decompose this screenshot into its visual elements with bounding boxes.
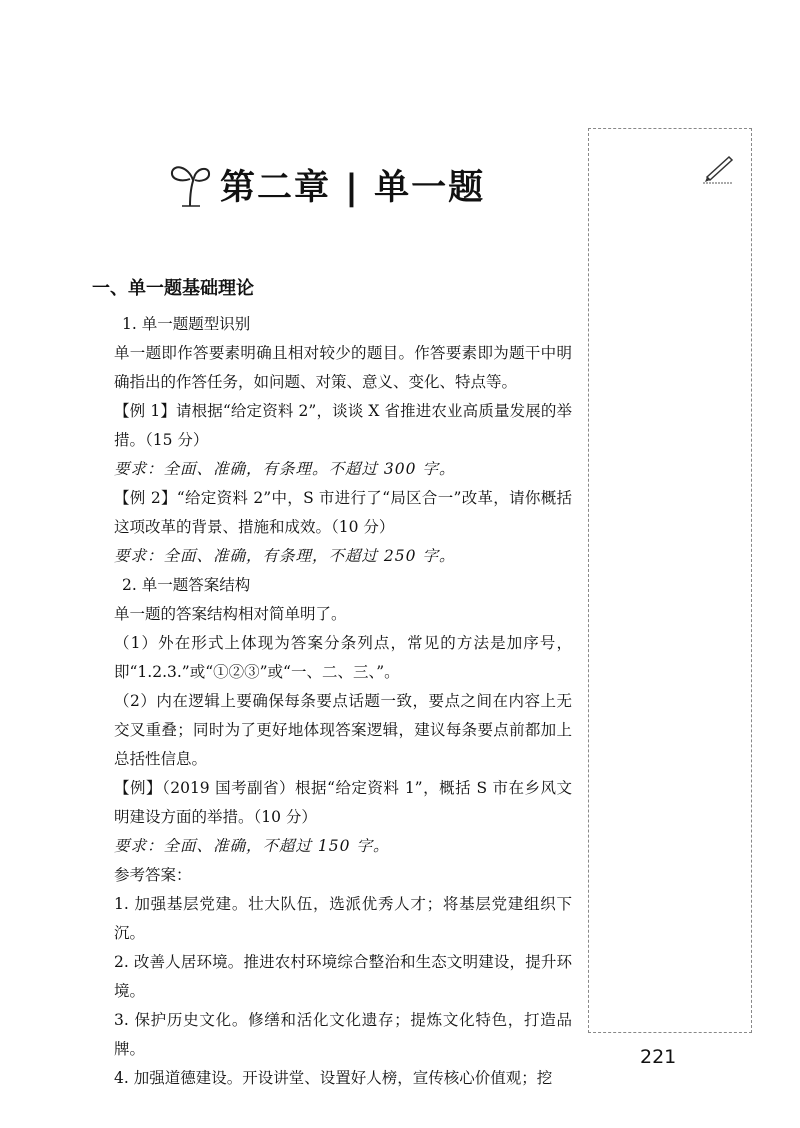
pencil-icon	[699, 151, 737, 185]
example-3-requirement: 要求：全面、准确，不超过 150 字。	[114, 837, 390, 855]
page-number: 221	[640, 1046, 677, 1068]
answer-item-2: 2. 改善人居环境。推进农村环境综合整治和生态文明建设，提升环境。	[114, 953, 572, 1000]
section-heading: 一、单一题基础理论	[92, 278, 254, 299]
subheading-question-type: 1. 单一题题型识别	[122, 315, 251, 333]
example-3: 【例】（2019 国考副省）根据“给定资料 1”，概括 S 市在乡风文明建设方面的举措。（10 分）	[114, 779, 572, 826]
paragraph-definition: 单一题即作答要素明确且相对较少的题目。作答要素即为题干中明确指出的作答任务，如问题、对策、意义、变化、特点等。	[114, 344, 572, 391]
answer-item-4: 4. 加强道德建设。开设讲堂、设置好人榜，宣传核心价值观；挖	[114, 1069, 553, 1087]
answer-item-1: 1. 加强基层党建。壮大队伍，选派优秀人才；将基层党建组织下沉。	[114, 895, 572, 942]
answer-item-3: 3. 保护历史文化。修缮和活化文化遗存；提炼文化特色，打造品牌。	[114, 1011, 572, 1058]
chapter-title: 第二章 | 单一题	[220, 168, 486, 208]
example-1: 【例 1】请根据“给定资料 2”，谈谈 X 省推进农业高质量发展的举措。（15 分）	[114, 402, 572, 449]
subheading-answer-structure: 2. 单一题答案结构	[122, 576, 251, 594]
body-text	[90, 310, 572, 1093]
example-1-requirement: 要求：全面、准确，有条理。不超过 300 字。	[114, 460, 456, 478]
paragraph-structure-form: （1）外在形式上体现为答案分条列点，常见的方法是加序号，即“1.2.3.”或“①②③”或“一、二、三、”。	[114, 634, 572, 681]
paragraph-structure-logic: （2）内在逻辑上要确保每条要点话题一致，要点之间在内容上无交叉重叠；同时为了更好地体现答案逻辑，建议每条要点前都加上总括性信息。	[114, 692, 572, 768]
paragraph-structure-intro: 单一题的答案结构相对简单明了。	[114, 605, 347, 623]
sprout-icon	[168, 160, 214, 210]
notes-margin-box	[588, 128, 752, 1033]
reference-answer-label: 参考答案：	[114, 866, 192, 884]
chapter-heading	[168, 160, 485, 210]
example-2: 【例 2】“给定资料 2”中，S 市进行了“局区合一”改革，请你概括这项改革的背景、措施和成效。（10 分）	[114, 489, 572, 536]
example-2-requirement: 要求：全面、准确，有条理，不超过 250 字。	[114, 547, 456, 565]
